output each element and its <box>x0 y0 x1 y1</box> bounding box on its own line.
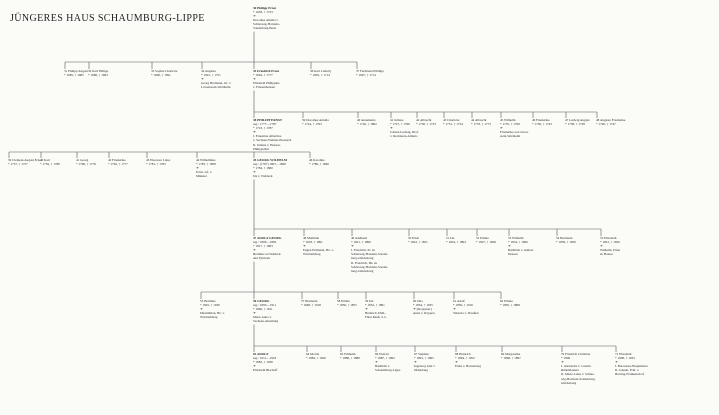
person-detail: * 1762, † 1777 <box>108 162 128 167</box>
person-name: 59 Ida <box>365 299 374 303</box>
person-detail: I. Baronesse Hauptmann <box>615 364 648 369</box>
person-detail: ⚭ <box>253 364 256 369</box>
person-detail: * 1822, † 1831 <box>408 240 428 245</box>
person-detail: Erika v. Harrenberg <box>455 364 481 369</box>
person-g6d <box>337 299 357 307</box>
person-name: 46 Karoline <box>309 158 325 162</box>
person-g5c <box>351 236 388 273</box>
person-name: 65 Wilhelm <box>340 352 356 356</box>
person-detail: II. Marie-Luise v. Schles- <box>561 372 595 377</box>
main-line-person-g7m <box>253 352 277 372</box>
person-detail: * 1846, † 1911 <box>253 307 273 312</box>
person-detail: Württemberg <box>200 315 218 320</box>
person-detail: zu Hanau <box>600 252 613 257</box>
person-detail: * 1854, † 1935 <box>413 303 433 308</box>
person-detail: * 1685, † 1685 <box>64 73 84 78</box>
person-g7g <box>501 352 521 360</box>
person-g4h <box>309 158 329 166</box>
person-detail: Herring-Frankensdorf <box>615 372 644 377</box>
person-detail: burg-Glücksburg <box>351 268 374 273</box>
person-detail: ⚭ <box>253 311 256 316</box>
person-detail: ⚭ <box>375 360 378 365</box>
person-detail: wig-Holstein-Sonderburg- <box>561 376 596 381</box>
person-g6h <box>500 299 520 307</box>
person-detail: Bathildis v. <box>375 364 390 369</box>
main-line-person-g6m <box>253 299 278 324</box>
person-name: 30 Philipp Ernst <box>253 6 277 10</box>
person-name: 68 Heinrich <box>455 352 471 356</box>
person-g6c <box>301 299 321 307</box>
person-detail: * 1852, † 1891 <box>365 303 385 308</box>
person-g4f <box>196 158 216 178</box>
person-detail: * 1733, † 1773 <box>471 122 491 127</box>
person-detail: II. Johann, Frhr. v. <box>615 368 640 373</box>
person-detail: * 1848, † 1918 <box>301 303 321 308</box>
person-detail: * 1841, † 1926 <box>600 240 620 245</box>
main-line-person-g5m <box>253 236 281 261</box>
person-detail: * 1827, † 1828 <box>476 240 496 245</box>
person-detail: * 1821, † 1899 <box>351 240 371 245</box>
person-g3f <box>443 118 463 126</box>
person-name: 62 Emma <box>500 299 513 303</box>
person-detail: ⚭ <box>303 244 306 249</box>
person-detail: Elisabeth Philippine <box>253 81 280 86</box>
person-detail: Eugen Erdmann, Hz. v. <box>303 248 334 253</box>
person-detail: ⚭ <box>365 307 368 312</box>
person-g6a <box>200 299 225 319</box>
person-detail: Dessau <box>508 252 518 257</box>
person-detail: * 1891, † 1965 <box>414 356 434 361</box>
person-g3b <box>302 118 329 126</box>
person-detail: * 1818, † 1891 <box>303 240 323 245</box>
person-detail: und Pyrmont <box>253 256 271 261</box>
person-name: 45 GEORG WILHELM <box>253 158 288 162</box>
person-detail: ⚭ <box>253 248 256 253</box>
person-detail: * 1865, † 1868 <box>500 303 520 308</box>
person-name: 39 Dorothea Amalia <box>302 118 329 122</box>
person-detail: Münster <box>196 174 207 179</box>
person-detail: Württemberg <box>303 252 321 257</box>
person-detail: * 1887, † 1962 <box>375 356 395 361</box>
person-detail: Schleswig-Holstein- <box>253 22 280 27</box>
person-detail: * 1824, † 1894 <box>446 240 466 245</box>
person-name: 70 Friedrich Christian <box>561 352 591 356</box>
person-detail: stein-Wertheim <box>500 134 521 139</box>
person-detail: Friederike zu Löwen- <box>500 130 529 135</box>
person-g7i <box>615 352 648 377</box>
person-detail: ⚭ <box>390 126 393 131</box>
person-detail: ⚭ <box>253 77 256 82</box>
person-detail: * 1817, † 1893 <box>253 244 273 249</box>
person-detail: Hermine zu Waldeck <box>253 252 281 257</box>
person-detail: * 1859, † 1916 <box>453 303 473 308</box>
person-detail: * 1730, † 1733 <box>416 122 436 127</box>
person-name: 31 Philipp August <box>64 69 88 73</box>
person-detail: ⚭ <box>253 170 256 175</box>
person-detail: Schleswig-Holstein-Sonder- <box>351 264 389 269</box>
person-name: 57 Hermann <box>301 299 318 303</box>
person-detail: Dorothea Amalia v. <box>253 18 279 23</box>
person-detail: * 1738, † 1738 <box>565 122 585 127</box>
person-g7f <box>455 352 481 368</box>
person-detail: * 1727, † 1796 <box>390 122 410 127</box>
person-name: 41 Georg <box>76 158 89 162</box>
person-detail: Löwenstein-Wertheim <box>201 85 231 90</box>
person-name: 34 Auguste <box>201 69 216 73</box>
person-detail: Ida v. Waldeck <box>253 174 273 179</box>
person-detail: * 1894, † 1952 <box>455 356 475 361</box>
person-detail: reg.: 1777—1787 <box>253 122 277 127</box>
person-detail: Sachsen-Altenburg <box>253 319 279 324</box>
person-detail: ⚭ <box>508 244 511 249</box>
person-name: 48 Mathilde <box>303 236 320 240</box>
person-name: 49 Adelheid <box>351 236 368 240</box>
person-g3d <box>390 118 419 138</box>
person-detail: Oldenburg <box>414 368 429 373</box>
person-detail: ⚭ <box>351 244 354 249</box>
main-line-person-g1m <box>253 6 280 31</box>
person-g4c <box>76 158 96 166</box>
person-detail: * 1906 <box>561 356 571 361</box>
person-detail: ⚭ <box>600 244 603 249</box>
person-detail: Sonderburg-Beck <box>253 26 277 31</box>
person-detail: Viktoria v. Preußen <box>453 311 479 316</box>
person-g3g <box>471 118 491 126</box>
person-detail: * 1786, † 1846 <box>309 162 329 167</box>
person-g7h <box>561 352 596 385</box>
person-detail: ⚭ <box>453 307 456 312</box>
person-name: 58 Emma <box>337 299 350 303</box>
person-g2g <box>356 69 384 77</box>
person-detail: Fürst Reuß, ä. L. <box>365 315 388 320</box>
person-g3j <box>565 118 590 126</box>
person-detail: * 1850, † 1855 <box>337 303 357 308</box>
main-line-person-g2m <box>253 69 280 89</box>
person-g3k <box>596 118 625 126</box>
person-detail: * 1784, † 1860 <box>253 166 273 171</box>
main-line-person-g4m <box>253 158 287 178</box>
person-detail: * 1834, † 1906 <box>508 240 528 245</box>
person-detail: I. Alexandra v. Castell- <box>561 364 592 369</box>
person-detail: * 1695, † 1714 <box>310 73 330 78</box>
person-detail: ⚭ <box>414 360 417 365</box>
person-detail: v. Rechteren-Almelo <box>390 134 418 139</box>
person-detail: ⚭ <box>200 307 203 312</box>
person-name: 37 Ferdinand Philipp <box>356 69 384 73</box>
person-detail: * 1690, † 1691 <box>151 73 171 78</box>
page-title: JÜNGERES HAUS SCHAUMBURG-LIPPE <box>10 13 205 24</box>
person-name: 51 Ida <box>446 236 455 240</box>
person-detail: * 1908, † 1933 <box>615 356 635 361</box>
person-detail: reg.: (1787) 1807—1860 <box>253 162 286 167</box>
person-detail: reg.: 1911—1918 <box>253 356 277 361</box>
person-detail: * 1659, † 1723 <box>253 10 273 15</box>
person-name: 35 Friedrich Ernst <box>253 69 280 73</box>
person-g6f <box>413 299 435 315</box>
person-detail: reg.: 1860—1893 <box>253 240 277 245</box>
person-name: 46 Friederike <box>532 118 550 122</box>
person-detail: * 1886, † 1886 <box>340 356 360 361</box>
person-g2b <box>88 69 108 77</box>
person-detail: * 1740, † 1747 <box>596 122 616 127</box>
person-name: 33 Sophie Charlotte <box>151 69 178 73</box>
person-detail: Anna v. Köppen <box>413 311 435 316</box>
person-detail: Schaumburg-Lippe <box>375 368 401 373</box>
person-g3h <box>500 118 529 138</box>
person-g3c <box>357 118 377 126</box>
person-name: 39 Clemens August Ernst <box>8 158 42 162</box>
person-name: 60 Otto <box>413 299 423 303</box>
person-detail: Heinrich XXII., <box>365 311 386 316</box>
person-name: 63 ADOLF <box>253 352 269 356</box>
person-name: 56 GEORG <box>253 299 270 303</box>
person-name: 40 Karl <box>40 158 50 162</box>
person-name: 38 PHILIPP ERNST <box>253 118 283 122</box>
person-g2d <box>201 69 231 89</box>
person-detail: * 1726, † 1802 <box>357 122 377 127</box>
person-name: 50 Ernst <box>408 236 420 240</box>
person-detail: * 1781, † 1783 <box>146 162 166 167</box>
person-detail: I. Ernestine Albertine <box>253 134 282 139</box>
person-detail: v. Sachsen-Weimar-Eisenach <box>253 138 292 143</box>
person-g4e <box>146 158 170 166</box>
person-name: 44 Wilhelmine <box>196 158 216 162</box>
person-detail: * 1883, † 1936 <box>253 360 273 365</box>
person-detail: * 1845, † 1930 <box>200 303 220 308</box>
person-detail: * 1686, † 1693 <box>88 73 108 78</box>
person-g7d <box>375 352 400 372</box>
person-name: 42 Friederike <box>108 158 126 162</box>
person-name: 66 Wolrad <box>375 352 389 356</box>
person-detail: ⚭ <box>196 166 199 171</box>
person-g4b <box>40 158 60 166</box>
person-name: 64 Moritz <box>306 352 320 356</box>
person-detail: Wilhelm, Prinz <box>600 248 621 253</box>
person-name: 42 Albrecht <box>416 118 432 122</box>
person-detail: I. Friedrich, Pr. zu <box>351 248 375 253</box>
person-detail: Ernst, Gf. v. <box>196 170 212 175</box>
person-g2f <box>310 69 331 77</box>
person-detail: Elisabeth Bischoff <box>253 368 278 373</box>
person-name: 52 Emma <box>476 236 489 240</box>
person-detail: Georg Hermann, Gf. v. <box>201 81 232 86</box>
person-name: 41 Juliane <box>390 118 404 122</box>
person-detail: * 1896, † 1897 <box>501 356 521 361</box>
person-detail: Philippsthal <box>253 146 269 151</box>
person-detail: ⚭ <box>201 77 204 82</box>
person-g5f <box>476 236 496 244</box>
person-name: 43 Charlotte <box>443 118 460 122</box>
person-name: 43 Eleonore Luise <box>146 158 171 162</box>
person-detail: ⚭ <box>253 14 256 19</box>
person-detail: Johann Ludwig, RGf. <box>390 130 419 135</box>
person-name: 53 Wilhelm <box>508 236 524 240</box>
person-g4d <box>108 158 128 166</box>
person-g6e <box>365 299 387 319</box>
person-name: 55 Elisabeth <box>600 236 617 240</box>
person-detail: * 1759, † 1780 <box>40 162 60 167</box>
person-g5e <box>446 236 466 244</box>
person-name: 44 Albrecht <box>471 118 487 122</box>
person-detail: Schleswig-Holstein-Sonder- <box>351 252 389 257</box>
person-detail: v. Friesenhausen <box>253 85 275 90</box>
person-g7c <box>340 352 360 360</box>
person-g7b <box>306 352 326 360</box>
person-g5d <box>408 236 428 244</box>
person-g5i <box>600 236 620 256</box>
person-g2a <box>64 69 88 77</box>
person-name: 47 ADOLF GEORG <box>253 236 282 240</box>
person-name: 67 Stephan <box>414 352 429 356</box>
person-name: 55 Hermine <box>200 299 216 303</box>
person-g5g <box>508 236 534 256</box>
person-detail: * 1736, † 1743 <box>532 122 552 127</box>
person-detail: * 1691, † 1751 <box>201 73 221 78</box>
person-detail: ⚭ (morganat.) <box>413 307 432 312</box>
person-name: 32 Karl Philipp <box>88 69 109 73</box>
person-detail: * 1723, † 1787 <box>253 126 273 131</box>
main-line-person-g3m <box>253 118 291 151</box>
person-detail: reg.: 1893—1911 <box>253 303 277 308</box>
person-detail: * 1694, † 1777 <box>253 73 273 78</box>
person-name: 47 Ludwig August <box>565 118 590 122</box>
person-name: 61 Adolf <box>453 299 465 303</box>
person-detail: Bathildis v. Anhalt- <box>508 248 534 253</box>
person-detail: ⚭ <box>561 360 564 365</box>
person-g7e <box>414 352 435 372</box>
person-name: 40 Annemarie <box>357 118 376 122</box>
person-detail: Marie Anna v. <box>253 315 272 320</box>
person-g4a <box>8 158 42 166</box>
person-detail: II. Juliane v. Hessen- <box>253 142 281 147</box>
person-detail: II. Friedrich, Hz. zu <box>351 260 378 265</box>
person-detail: * 1783, † 1858 <box>196 162 216 167</box>
person-detail: * 1884, † 1920 <box>306 356 326 361</box>
person-detail: ⚭ <box>253 130 256 135</box>
person-name: 36 Karl Ludwig <box>310 69 332 73</box>
person-g2c <box>151 69 177 77</box>
person-g3i <box>532 118 552 126</box>
person-detail: * 1724, † 1793 <box>302 122 322 127</box>
person-g5b <box>303 236 334 256</box>
person-detail: * 1697, † 1714 <box>356 73 376 78</box>
person-detail: * 1731, † 1734 <box>443 122 463 127</box>
person-detail: ⚭ <box>500 126 503 131</box>
person-g5h <box>556 236 576 244</box>
person-detail: * 1760, † 1776 <box>76 162 96 167</box>
person-g6g <box>453 299 479 315</box>
person-detail: ⚭ <box>455 360 458 365</box>
person-detail: burg-Glücksburg <box>351 256 374 261</box>
person-detail: Rüdenhausen <box>561 368 579 373</box>
person-detail: ⚭ <box>615 360 618 365</box>
person-detail: * 1839, † 1839 <box>556 240 576 245</box>
person-name: 69 Margarethe <box>501 352 521 356</box>
person-detail: Ingeborg Alix v. <box>414 364 436 369</box>
person-name: 45 Wilhelm <box>500 118 516 122</box>
person-detail: * 1735, † 1799 <box>500 122 520 127</box>
person-name: 48 Auguste Friederike <box>596 118 626 122</box>
person-g3e <box>416 118 436 126</box>
person-detail: * 1757, † 1757 <box>8 162 28 167</box>
person-detail: Maximilian, Hz. v. <box>200 311 225 316</box>
person-name: 71 Elisabeth <box>615 352 632 356</box>
person-detail: Glücksburg <box>561 380 577 385</box>
person-name: 54 Hermann <box>556 236 573 240</box>
